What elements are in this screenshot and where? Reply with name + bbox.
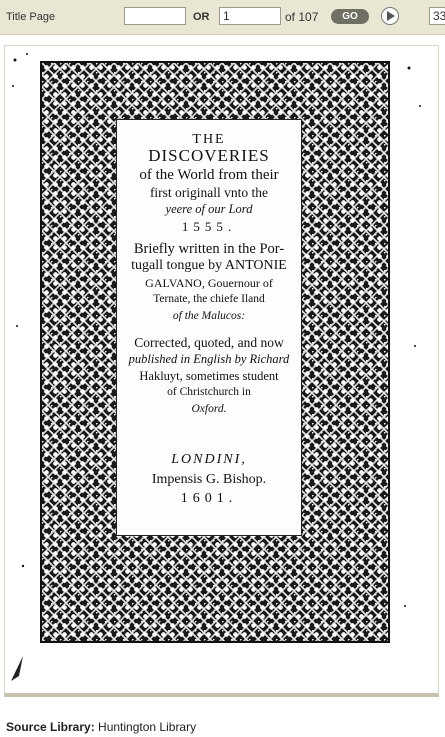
go-button[interactable]: GO	[331, 9, 369, 24]
ink-mark	[11, 656, 23, 681]
title-line-3: yeere of our Lord	[165, 202, 253, 216]
editor-line-3: Hakluyt, sometimes student	[139, 369, 279, 383]
imprint-year: 1601.	[180, 491, 238, 506]
title-line-2: first originall vnto the	[149, 185, 269, 200]
current-page-label: Title Page	[6, 11, 56, 23]
author-line-3: GALVANO, Gouernour of	[145, 276, 273, 290]
page-number-input[interactable]	[219, 7, 281, 25]
page-viewer	[4, 45, 439, 697]
page-navigation-bar	[0, 0, 445, 35]
title-the: THE	[192, 132, 226, 147]
or-label: OR	[193, 11, 210, 23]
author-line-1: Briefly written in the Por-	[133, 241, 285, 257]
imprint-place: LONDINI,	[171, 452, 247, 467]
title-discoveries: DISCOVERIES	[148, 146, 270, 165]
imprint-printer: Impensis G. Bishop.	[151, 472, 267, 487]
editor-line-5: Oxford.	[191, 403, 227, 415]
title-line-1: of the World from their	[139, 167, 279, 183]
title-year: 1555.	[181, 219, 237, 234]
author-line-4: Ternate, the chiefe Iland	[153, 293, 265, 305]
page-total-label: of 107	[285, 10, 319, 24]
page-name-input[interactable]	[124, 7, 186, 25]
play-icon[interactable]	[381, 7, 399, 25]
title-page-text-panel	[116, 119, 302, 536]
author-line-5: of the Malucos:	[172, 310, 246, 322]
editor-line-1: Corrected, quoted, and now	[134, 335, 284, 350]
editor-line-2: published in English by Richard	[128, 352, 290, 366]
source-library-label: Source Library:	[6, 720, 95, 734]
author-line-2: tugall tongue by ANTONIE	[131, 258, 287, 273]
editor-line-4: of Christchurch in	[167, 386, 251, 398]
extra-page-input[interactable]	[429, 7, 445, 25]
source-library-line	[6, 720, 196, 734]
source-library-value: Huntington Library	[98, 720, 197, 734]
